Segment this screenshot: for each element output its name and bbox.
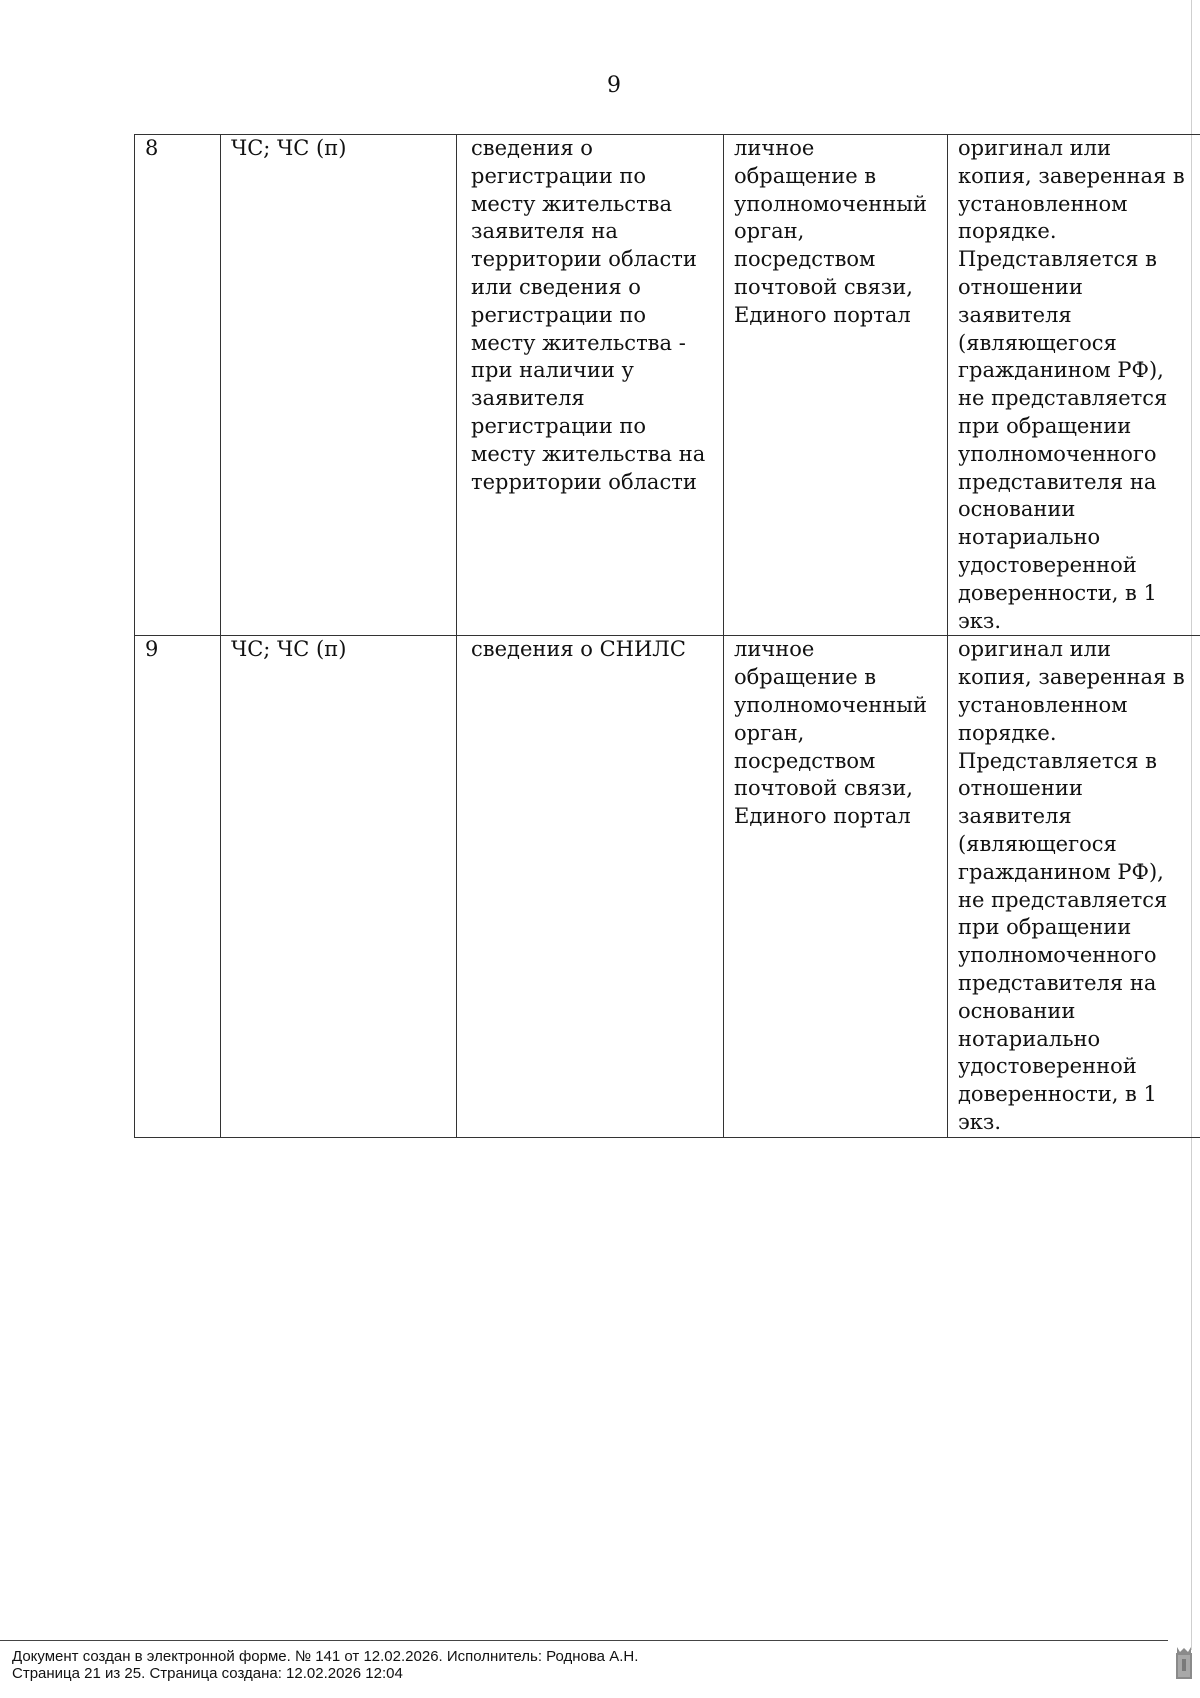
footer-divider — [0, 1640, 1168, 1641]
coat-of-arms-icon — [1173, 1645, 1195, 1681]
document-form-cell: оригинал или копия, заверенная в установленном порядке. Представляется в отношении заявителя (являющегося гражданином РФ), не представляется при обращении уполномоченного представителя на основании нотариально удостоверенной доверенности, в 1 экз. — [948, 636, 1200, 1137]
footer — [12, 1648, 638, 1682]
submission-method-cell: личное обращение в уполномоченный орган, посредством почтовой связи, Единого портал — [724, 135, 948, 636]
table-row — [135, 636, 1200, 1137]
category-cell: ЧС; ЧС (п) — [221, 636, 457, 1137]
row-number-cell: 9 — [135, 636, 221, 1137]
category-cell: ЧС; ЧС (п) — [221, 135, 457, 636]
footer-line-document-info: Документ создан в электронной форме. № 141 от 12.02.2026. Исполнитель: Роднова А.Н. — [12, 1648, 639, 1665]
row-number-cell: 8 — [135, 135, 221, 636]
document-cell: сведения о СНИЛС — [457, 636, 724, 1137]
table-row — [135, 135, 1200, 636]
documents-table — [134, 134, 1200, 1138]
footer-line-page-info: Страница 21 из 25. Страница создана: 12.02.2026 12:04 — [12, 1665, 403, 1682]
document-cell: сведения о регистрации по месту жительства заявителя на территории области или сведения о регистрации по месту жительства - при наличии у заявителя регистрации по месту жительства на территории области — [457, 135, 724, 636]
submission-method-cell: личное обращение в уполномоченный орган, посредством почтовой связи, Единого портал — [724, 636, 948, 1137]
document-form-cell: оригинал или копия, заверенная в установленном порядке. Представляется в отношении заявителя (являющегося гражданином РФ), не представляется при обращении уполномоченного представителя на основании нотариально удостоверенной доверенности, в 1 экз. — [948, 135, 1200, 636]
page-number: 9 — [607, 73, 621, 98]
